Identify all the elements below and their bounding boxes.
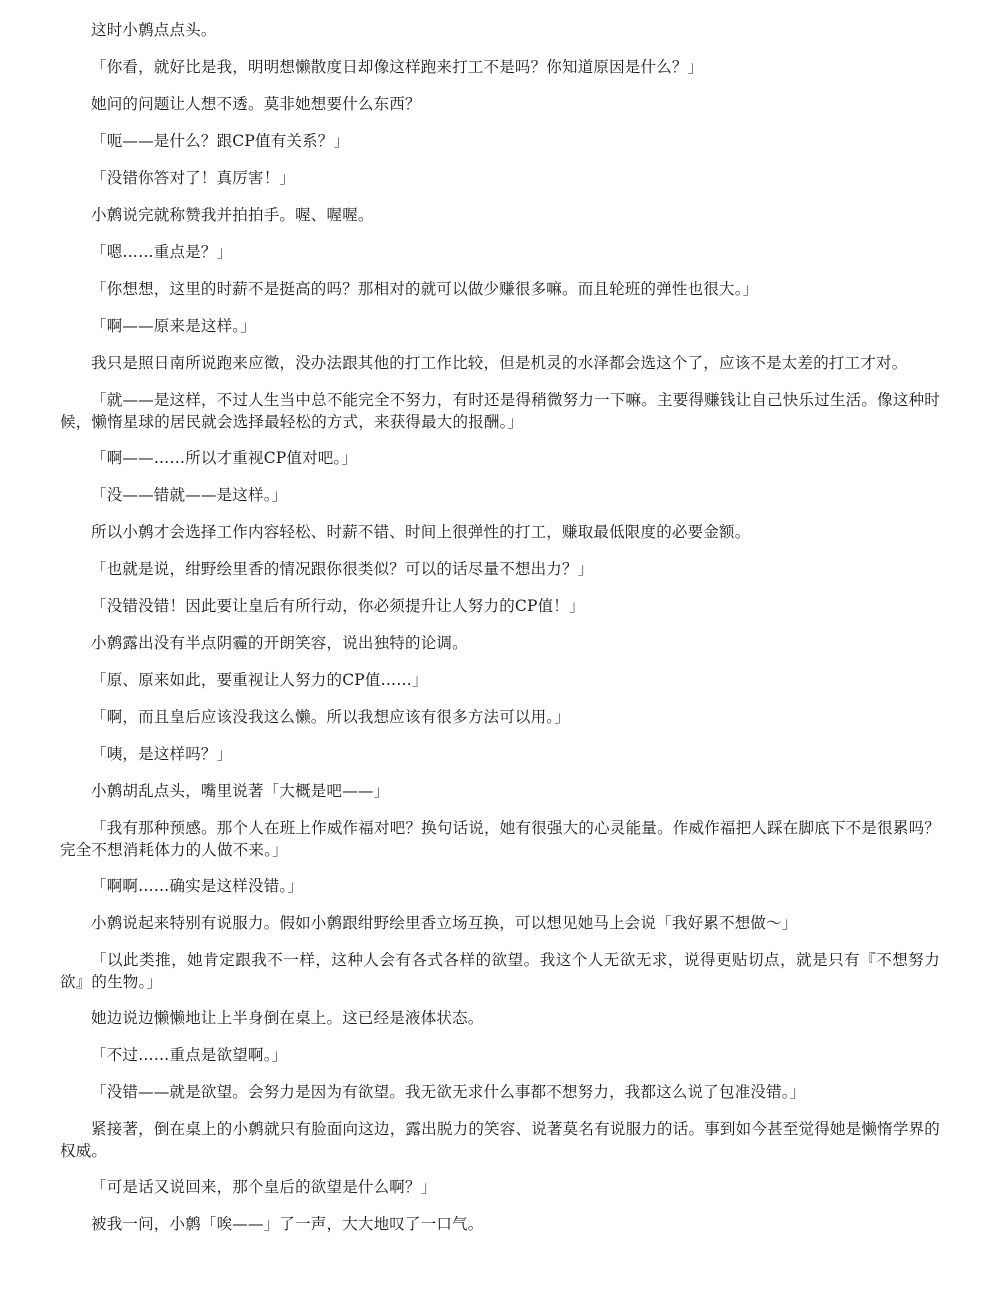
paragraph: 「咦，是这样吗？」 [91,745,233,763]
paragraph: 「没错没错！因此要让皇后有所行动，你必须提升让人努力的CP值！」 [91,597,585,615]
paragraph: 她边说边懒懒地让上半身倒在桌上。这已经是液体状态。 [91,1009,484,1027]
paragraph: 「呃——是什么？跟CP值有关系？」 [91,132,350,150]
paragraph: 「就——是这样，不过人生当中总不能完全不努力，有时还是得稍微努力一下嘛。主要得赚钱让自己快乐过生活。像这种时候，懒惰星球的居民就会选择最轻松的方式，来获得最大的报酬。」 [60,391,940,431]
paragraph: 小鹩说完就称赞我并拍拍手。喔、喔喔。 [91,206,374,224]
paragraph: 「没——错就——是这样。」 [91,486,288,504]
paragraph: 这时小鹩点点头。 [91,21,217,39]
paragraph: 「啊，而且皇后应该没我这么懒。所以我想应该有很多方法可以用。」 [91,708,570,726]
paragraph: 「啊——原来是这样。」 [91,317,256,335]
paragraph: 「不过……重点是欲望啊。」 [91,1046,288,1064]
paragraph: 小鹩说起来特别有说服力。假如小鹩跟绀野绘里香立场互换，可以想见她马上会说「我好累不想做～」 [91,914,798,932]
paragraph: 「啊啊……确实是这样没错。」 [91,877,304,895]
paragraph: 她问的问题让人想不透。莫非她想要什么东西？ [91,95,421,113]
paragraph: 所以小鹩才会选择工作内容轻松、时薪不错、时间上很弹性的打工，赚取最低限度的必要金额。 [91,523,751,541]
paragraph: 被我一问，小鹩「唉——」了一声，大大地叹了一口气。 [91,1215,484,1233]
paragraph: 「以此类推，她肯定跟我不一样，这种人会有各式各样的欲望。我这个人无欲无求，说得更贴切点，就是只有『不想努力欲』的生物。」 [60,951,940,991]
paragraph: 「我有那种预感。那个人在班上作威作福对吧？换句话说，她有很强大的心灵能量。作威作福把人踩在脚底下不是很累吗？完全不想消耗体力的人做不来。」 [60,819,940,859]
paragraph: 「原、原来如此，要重视让人努力的CP值……」 [91,671,428,689]
paragraph: 「嗯……重点是？」 [91,243,233,261]
paragraph: 「你看，就好比是我，明明想懒散度日却像这样跑来打工不是吗？你知道原因是什么？」 [91,58,704,76]
paragraph: 「你想想，这里的时薪不是挺高的吗？那相对的就可以做少赚很多嘛。而且轮班的弹性也很大。」 [91,280,759,298]
paragraph: 紧接著，倒在桌上的小鹩就只有脸面向这边，露出脱力的笑容、说著莫名有说服力的话。事到如今甚至觉得她是懒惰学界的权威。 [60,1120,940,1160]
paragraph: 「可是话又说回来，那个皇后的欲望是什么啊？」 [91,1178,437,1196]
paragraph: 「没错——就是欲望。会努力是因为有欲望。我无欲无求什么事都不想努力，我都这么说了包准没错。」 [91,1083,806,1101]
paragraph: 「也就是说，绀野绘里香的情况跟你很类似？可以的话尽量不想出力？」 [91,560,594,578]
paragraph: 小鹩胡乱点头，嘴里说著「大概是吧——」 [91,782,390,800]
paragraph: 小鹩露出没有半点阴霾的开朗笑容，说出独特的论调。 [91,634,468,652]
paragraph: 「没错你答对了！真厉害！」 [91,169,296,187]
paragraph: 「啊——……所以才重视CP值对吧。」 [91,449,358,467]
paragraph: 我只是照日南所说跑来应徵，没办法跟其他的打工作比较，但是机灵的水泽都会选这个了，应该不是太差的打工才对。 [91,354,908,372]
